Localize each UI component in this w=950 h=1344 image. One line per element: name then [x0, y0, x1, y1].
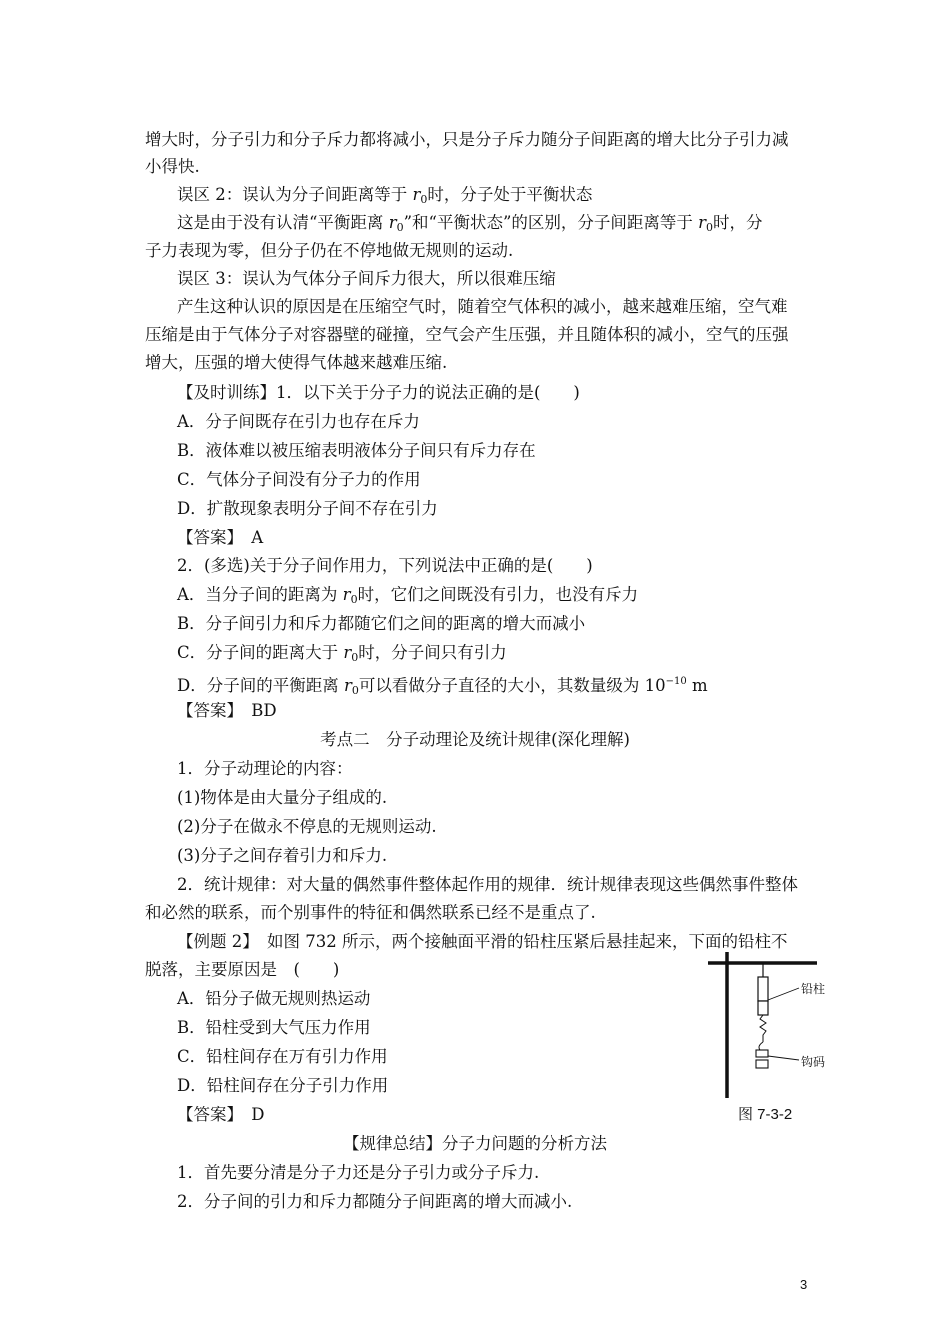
- paragraph-line: 小得快.: [145, 157, 200, 176]
- lower-lead-cylinder: [758, 1001, 768, 1015]
- exercise-1-option-a: A．分子间既存在引力也存在斥力: [177, 412, 420, 431]
- paragraph-line: 产生这种认识的原因是在压缩空气时，随着空气体积的减小，越来越难压缩，空气难: [177, 297, 788, 316]
- lead-cylinder-diagram: [705, 950, 835, 1100]
- hook-wire: [760, 1015, 766, 1042]
- exercise-2-answer: 【答案】 BD: [177, 701, 277, 720]
- example-2-option-a: A．铅分子做无规则热运动: [177, 989, 371, 1008]
- example-2-option-b: B．铅柱受到大气压力作用: [177, 1018, 371, 1037]
- list-item: (2)分子在做永不停息的无规则运动.: [177, 817, 437, 836]
- summary-heading: 【规律总结】分子力问题的分析方法: [343, 1134, 607, 1153]
- lead-label-pointer: [768, 988, 799, 1000]
- misconception-3-heading: 误区 3：误认为气体分子间斥力很大，所以很难压缩: [177, 269, 556, 288]
- summary-item: 1．首先要分清是分子力还是分子引力或分子斥力.: [177, 1163, 540, 1182]
- exercise-2-question: 2．(多选)关于分子间作用力，下列说法中正确的是( ): [177, 556, 593, 575]
- weight-label-pointer: [768, 1056, 799, 1060]
- paragraph-line: 增大，压强的增大使得气体越来越难压缩.: [145, 353, 448, 372]
- exercise-1-option-d: D．扩散现象表明分子间不存在引力: [177, 499, 438, 518]
- exercise-1-question: 【及时训练】1．以下关于分子力的说法正确的是( ): [177, 383, 580, 402]
- weight-upper: [756, 1050, 768, 1057]
- paragraph-line: 2．统计规律：对大量的偶然事件整体起作用的规律．统计规律表现这些偶然事件整体: [177, 875, 798, 894]
- weight-label: 钩码: [801, 1055, 826, 1069]
- list-item: (3)分子之间存着引力和斥力.: [177, 846, 388, 865]
- figure-caption: 图 7-3-2: [738, 1106, 793, 1123]
- page-number: 3: [800, 1277, 808, 1292]
- example-2-question-cont: 脱落，主要原因是 ( ): [145, 960, 340, 979]
- paragraph-line: 和必然的联系，而个别事件的特征和偶然联系已经不是重点了.: [145, 903, 596, 922]
- example-2-answer: 【答案】 D: [177, 1105, 265, 1124]
- example-2-question: 【例题 2】 如图 732 所示，两个接触面平滑的铅柱压紧后悬挂起来，下面的铅柱不: [177, 932, 788, 951]
- example-2-option-c: C．铅柱间存在万有引力作用: [177, 1047, 388, 1066]
- paragraph-line: 压缩是由于气体分子对容器壁的碰撞，空气会产生压强，并且随体积的减小，空气的压强: [145, 325, 789, 344]
- weight-lower: [756, 1060, 768, 1068]
- paragraph-line: 增大时，分子引力和分子斥力都将减小，只是分子斥力随分子间距离的增大比分子引力减: [145, 130, 789, 149]
- misconception-2-heading: 误区 2：误认为分子间距离等于 $r_0$时，分子处于平衡状态: [177, 185, 592, 210]
- exercise-2-option-a: A．当分子间的距离为 $r_0$时，它们之间既没有引力，也没有斥力: [177, 585, 639, 606]
- upper-lead-cylinder: [758, 977, 768, 1001]
- section-heading: 考点二 分子动理论及统计规律(深化理解): [320, 730, 630, 749]
- exercise-1-answer: 【答案】 A: [177, 528, 264, 547]
- example-2-option-d: D．铅柱间存在分子引力作用: [177, 1076, 389, 1095]
- paragraph-line: 这是由于没有认清“平衡距离 $r_0$”和“平衡状态”的区别，分子间距离等于 $r_0$时，分: [177, 213, 763, 234]
- exercise-1-option-b: B．液体难以被压缩表明液体分子间只有斥力存在: [177, 441, 536, 460]
- exercise-2-option-d: D．分子间的平衡距离 $r_0$可以看做分子直径的大小，其数量级为 $10^{-10}$ m: [177, 676, 708, 697]
- exercise-2-option-b: B．分子间引力和斥力都随它们之间的距离的增大而减小: [177, 614, 586, 633]
- r0-symbol: $r_0$: [412, 185, 428, 206]
- paragraph-line: 子力表现为零，但分子仍在不停地做无规则的运动.: [145, 241, 514, 260]
- exercise-2-option-c: C．分子间的距离大于 $r_0$时，分子间只有引力: [177, 643, 507, 664]
- paragraph-line: 1．分子动理论的内容：: [177, 759, 353, 778]
- lead-cylinder-label: 铅柱: [801, 982, 826, 996]
- exercise-1-option-c: C．气体分子间没有分子力的作用: [177, 470, 421, 489]
- hook: [759, 1042, 763, 1050]
- list-item: (1)物体是由大量分子组成的.: [177, 788, 388, 807]
- summary-item: 2．分子间的引力和斥力都随分子间距离的增大而减小.: [177, 1192, 573, 1211]
